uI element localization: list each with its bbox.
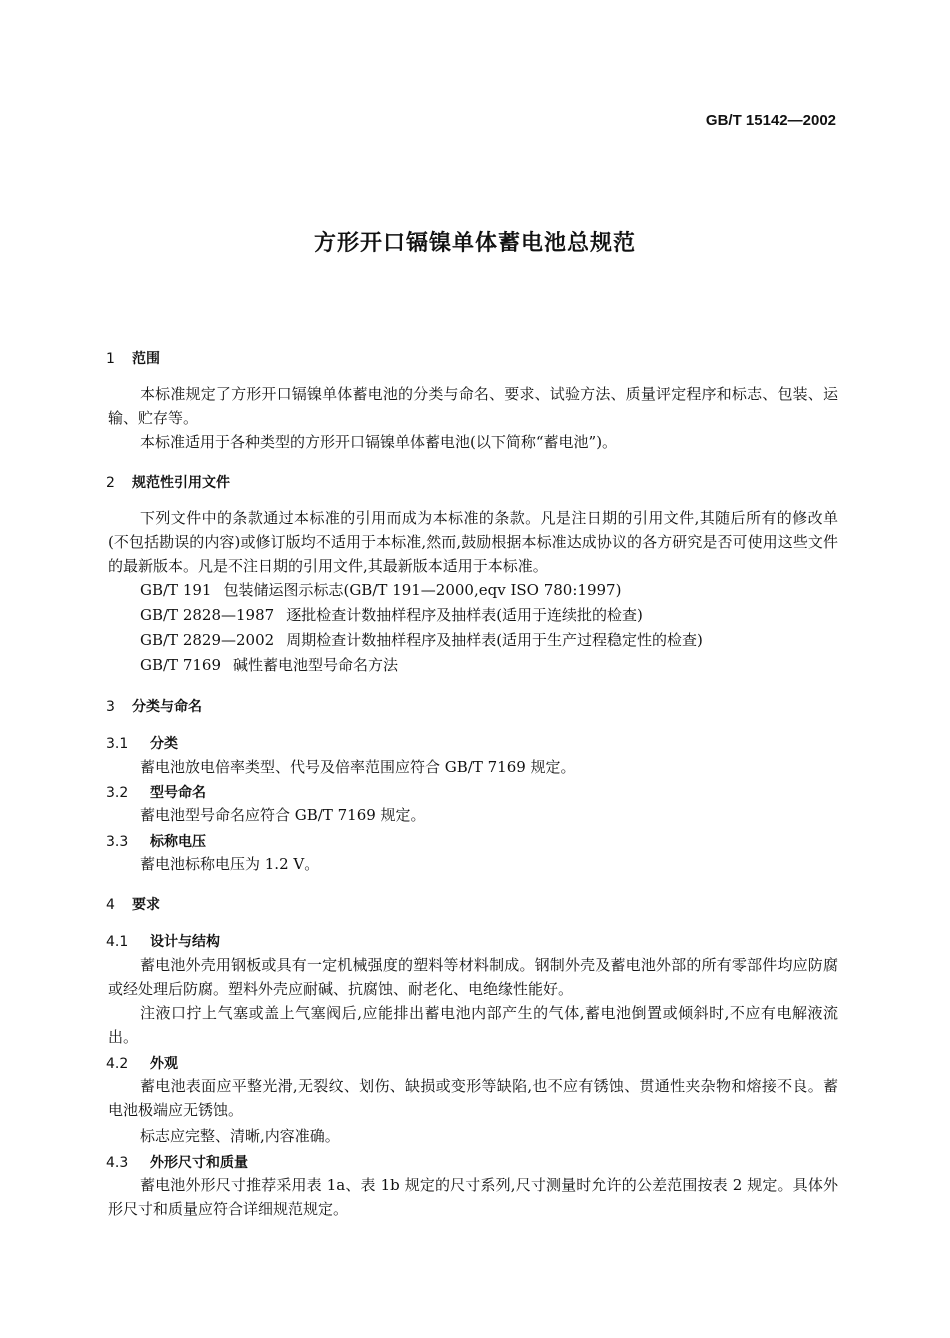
section-heading-normative-references	[106, 472, 230, 492]
subsection-number: 4.1	[106, 934, 129, 950]
reference-code: GB/T 7169	[140, 656, 222, 674]
subsection-title: 标称电压	[150, 834, 206, 850]
reference-title: 周期检查计数抽样程序及抽样表(适用于生产过程稳定性的检查)	[286, 631, 703, 649]
reference-item	[140, 653, 398, 677]
section-number: 2	[106, 475, 115, 491]
reference-title: 包装储运图示标志(GB/T 191—2000,eqv ISO 780:1997)	[223, 581, 622, 599]
subsection-heading	[106, 782, 206, 802]
section-title: 范围	[132, 351, 160, 367]
paragraph: 本标准适用于各种类型的方形开口镉镍单体蓄电池(以下简称“蓄电池”)。	[140, 433, 618, 451]
reference-item	[140, 628, 703, 652]
subsection-number: 4.2	[106, 1056, 129, 1072]
standard-code: GB/T 15142—2002	[705, 112, 836, 129]
paragraph: 下列文件中的条款通过本标准的引用而成为本标准的条款。凡是注日期的引用文件,其随后所有的修改单(不包括勘误的内容)或修订版均不适用于本标准,然而,鼓励根据本标准达成协议的各方研究是否可使用这些文件的最新版本。凡是不注日期的引用文件,其最新版本适用于本标准。	[108, 509, 838, 575]
paragraph: 蓄电池标称电压为 1.2 V。	[140, 855, 320, 873]
paragraph: 本标准规定了方形开口镉镍单体蓄电池的分类与命名、要求、试验方法、质量评定程序和标志、包装、运输、贮存等。	[108, 385, 838, 427]
reference-code: GB/T 2828—1987	[140, 606, 275, 624]
reference-title: 逐批检查计数抽样程序及抽样表(适用于连续批的检查)	[286, 606, 643, 624]
subsection-title: 分类	[150, 736, 178, 752]
subsection-number: 4.3	[106, 1155, 129, 1171]
subsection-title: 外观	[150, 1056, 178, 1072]
reference-item	[140, 578, 621, 602]
section-number: 3	[106, 699, 115, 715]
subsection-number: 3.2	[106, 785, 129, 801]
section-number: 1	[106, 351, 115, 367]
section-title: 要求	[132, 897, 160, 913]
page-title: 方形开口镉镍单体蓄电池总规范	[313, 231, 636, 256]
paragraph: 蓄电池外壳用钢板或具有一定机械强度的塑料等材料制成。钢制外壳及蓄电池外部的所有零部件均应防腐或经处理后防腐。塑料外壳应耐碱、抗腐蚀、耐老化、电绝缘性能好。	[108, 956, 838, 998]
section-heading-scope	[106, 348, 160, 368]
paragraph: 蓄电池型号命名应符合 GB/T 7169 规定。	[140, 806, 426, 824]
subsection-title: 设计与结构	[150, 934, 220, 950]
section-title: 分类与命名	[132, 699, 202, 715]
subsection-title: 型号命名	[150, 785, 206, 801]
section-number: 4	[106, 897, 115, 913]
paragraph: 蓄电池表面应平整光滑,无裂纹、划伤、缺损或变形等缺陷,也不应有锈蚀、贯通性夹杂物和熔接不良。蓄电池极端应无锈蚀。	[108, 1077, 838, 1119]
reference-title: 碱性蓄电池型号命名方法	[233, 656, 399, 674]
subsection-heading	[106, 1053, 178, 1073]
section-heading-requirements	[106, 894, 160, 914]
paragraph: 蓄电池外形尺寸推荐采用表 1a、表 1b 规定的尺寸系列,尺寸测量时允许的公差范围按表 2 规定。具体外形尺寸和质量应符合详细规范规定。	[108, 1176, 838, 1218]
subsection-number: 3.3	[106, 834, 129, 850]
subsection-number: 3.1	[106, 736, 129, 752]
paragraph: 标志应完整、清晰,内容准确。	[140, 1127, 340, 1145]
subsection-title: 外形尺寸和质量	[150, 1155, 248, 1171]
subsection-heading	[106, 831, 206, 851]
subsection-heading	[106, 931, 220, 951]
subsection-heading	[106, 733, 178, 753]
subsection-heading	[106, 1152, 248, 1172]
reference-code: GB/T 191	[140, 581, 212, 599]
paragraph: 蓄电池放电倍率类型、代号及倍率范围应符合 GB/T 7169 规定。	[140, 758, 576, 776]
paragraph: 注液口拧上气塞或盖上气塞阀后,应能排出蓄电池内部产生的气体,蓄电池倒置或倾斜时,不应有电解液流出。	[108, 1004, 838, 1046]
section-heading-classification	[106, 696, 202, 716]
reference-code: GB/T 2829—2002	[140, 631, 275, 649]
section-title: 规范性引用文件	[132, 475, 230, 491]
reference-item	[140, 603, 643, 627]
